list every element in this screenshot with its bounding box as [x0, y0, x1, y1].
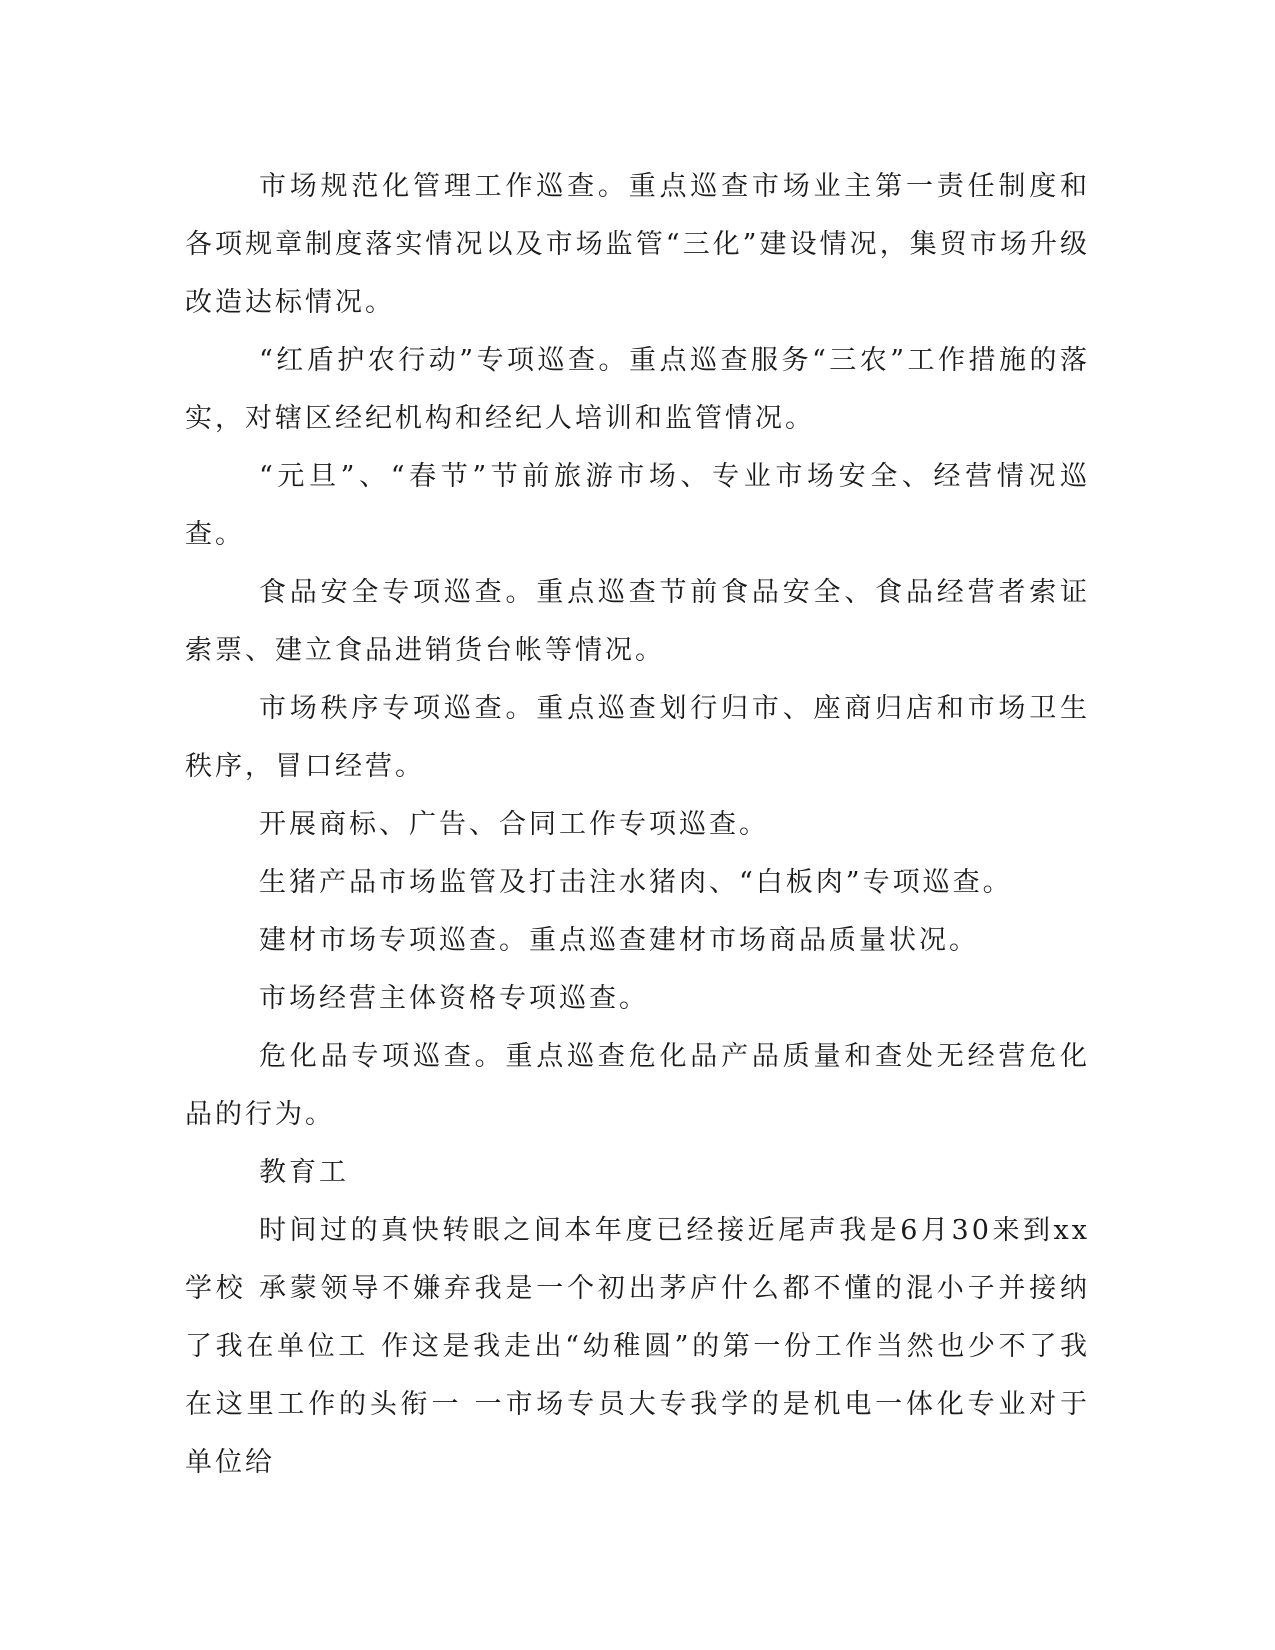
- paragraph-trademark: 开展商标、广告、合同工作专项巡查。: [259, 809, 769, 840]
- paragraph-pork: 生猪产品市场监管及打击注水猪肉、“白板肉”专项巡查。: [259, 867, 1013, 898]
- paragraph-holiday-inspection: “元旦”、“春节”节前旅游市场、专业市场安全、经营情况巡查。: [185, 461, 1090, 550]
- paragraph-qualification: 市场经营主体资格专项巡查。: [259, 983, 649, 1014]
- paragraph-red-shield: “红盾护农行动”专项巡查。重点巡查服务“三农”工作措施的落实，对辖区经纪机构和经纪人培训和监管情况。: [185, 345, 1090, 434]
- document-body: [185, 158, 1090, 1492]
- paragraph-market-management: 市场规范化管理工作巡查。重点巡查市场业主第一责任制度和各项规章制度落实情况以及市场监管“三化”建设情况，集贸市场升级改造达标情况。: [185, 171, 1090, 318]
- paragraph-food-safety: 食品安全专项巡查。重点巡查节前食品安全、食品经营者索证索票、建立食品进销货台帐等情况。: [185, 577, 1090, 666]
- paragraph-year-summary: 时间过的真快转眼之间本年度已经接近尾声我是6月30来到xx学校 承蒙领导不嫌弃我是一个初出茅庐什么都不懂的混小子并接纳了我在单位工 作这是我走出“幼稚圆”的第一份工作当然也少不了我在这里工作的头衔一 一市场专员大专我学的是机电一体化专业对于单位给: [185, 1215, 1090, 1478]
- paragraph-education-heading: 教育工: [259, 1157, 349, 1188]
- paragraph-market-order: 市场秩序专项巡查。重点巡查划行归市、座商归店和市场卫生秩序，冒口经营。: [185, 693, 1090, 782]
- paragraph-hazardous-chemicals: 危化品专项巡查。重点巡查危化品产品质量和查处无经营危化品的行为。: [185, 1041, 1090, 1130]
- paragraph-building-materials: 建材市场专项巡查。重点巡查建材市场商品质量状况。: [259, 925, 979, 956]
